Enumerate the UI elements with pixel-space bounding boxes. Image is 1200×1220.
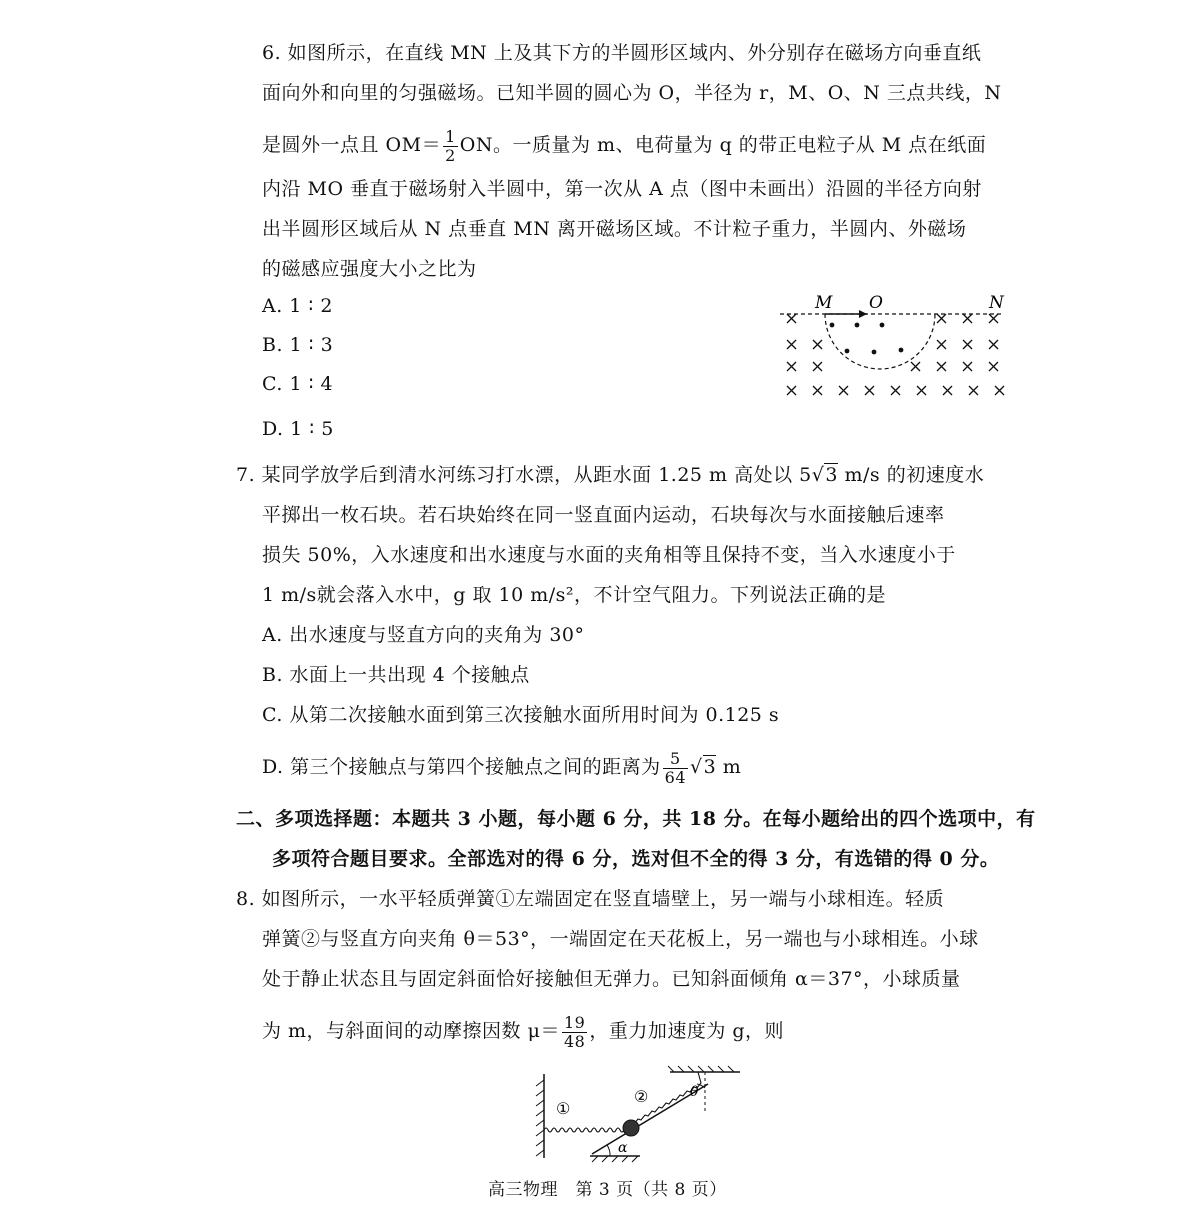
q6-frac-num: 1 [445,127,456,146]
q8-frac-num: 19 [563,1013,586,1032]
q7-option-a: A. 出水速度与竖直方向的夹角为 30° [262,624,585,646]
q6-label-m: M [815,293,833,313]
q6-line-3-post: ON。一质量为 m、电荷量为 q 的带正电粒子从 M 点在纸面 [459,134,987,157]
q8-ground-hatch [592,1156,638,1162]
q6-option-c: C. 1 ∶ 4 [262,373,334,395]
q8-label-theta: θ [690,1084,699,1100]
q6-line-5: 出半圆形区域后从 N 点垂直 MN 离开磁场区域。不计粒子重力，半圆内、外磁场 [262,218,967,240]
q7-line-1: 7. 某同学放学后到清水河练习打水漂，从距水面 1.25 m 高处以 5√3 m/s 的初速度水 [236,464,985,486]
q7-line-1-post: m/s 的初速度水 [837,464,985,486]
q8-line-2: 弹簧②与竖直方向夹角 θ＝53°，一端固定在天花板上，另一端也与小球相连。小球 [262,928,979,950]
q6-option-a: A. 1 ∶ 2 [262,295,334,317]
q8-line-3: 处于静止状态且与固定斜面恰好接触但无弹力。已知斜面倾角 α＝37°，小球质量 [262,968,961,990]
q8-alpha-arc [607,1145,610,1156]
q6-frac-den: 2 [445,145,456,165]
q8-line-4 [262,1014,784,1050]
section2-line-2: 多项符合题目要求。全部选对的得 6 分，选对但不全的得 3 分，有选错的得 0 分。 [272,848,1000,870]
q6-line-2: 面向外和向里的匀强磁场。已知半圆的圆心为 O，半径为 r，M、O、N 三点共线，N [262,82,1002,104]
q7-option-d-post: m [716,756,742,779]
q7-line-2: 平掷出一枚石块。若石块始终在同一竖直面内运动，石块每次与水面接触后速率 [262,504,945,526]
q8-line-4-pre: 为 m，与斜面间的动摩擦因数 μ＝ [262,1020,560,1043]
q8-frac-den: 48 [563,1031,586,1051]
q6-line-4: 内沿 MO 垂直于磁场射入半圆中，第一次从 A 点（图中未画出）沿圆的半径方向射 [262,178,982,200]
q7-frac-den: 64 [664,767,686,787]
q7-line-3: 损失 50%，入水速度和出水速度与水面的夹角相等且保持不变，当入水速度小于 [262,544,956,566]
q8-ceiling-hatch [668,1066,734,1072]
q6-crosses-outside [787,314,1004,395]
q7-option-d: D. 第三个接触点与第四个接触点之间的距离为 $\frac{5}{64}$ √3 m [262,749,742,787]
q7-line-4: 1 m/s就会落入水中，g 取 10 m/s²，不计空气阻力。下列说法正确的是 [262,584,887,606]
q8-label-alpha: α [618,1140,628,1156]
q7-option-b: B. 水面上一共出现 4 个接触点 [262,664,530,686]
q8-spring-incline-figure [530,1062,750,1172]
q6-label-n: N [989,293,1004,313]
q8-line-4-post: ，重力加速度为 g，则 [589,1020,785,1043]
q6-line-3-pre: 是圆外一点且 OM＝ [262,134,442,157]
q7-frac-num: 5 [663,750,688,769]
q8-label-spring-1: ① [556,1099,571,1118]
page-footer: 高三物理 第 3 页（共 8 页） [488,1180,727,1200]
q6-line-6: 的磁感应强度大小之比为 [262,258,477,280]
q8-fraction [562,1014,587,1050]
q7-line-1-pre: 7. 某同学放学后到清水河练习打水漂，从距水面 1.25 m 高处以 5 [236,464,812,486]
q8-ball [623,1120,639,1136]
q6-magnetic-field-figure [775,288,1020,403]
q6-line-1: 6. 如图所示，在直线 MN 上及其下方的半圆形区域内、外分别存在磁场方向垂直纸 [262,42,982,64]
section2-line-1: 二、多项选择题：本题共 3 小题，每小题 6 分，共 18 分。在每小题给出的四个选项中，有 [236,808,1036,830]
q6-semicircle-boundary [825,314,935,369]
q6-fraction [443,128,458,164]
q7-option-d-sqrt: 3 [703,756,717,779]
q7-option-d-pre: D. 第三个接触点与第四个接触点之间的距离为 [262,756,661,779]
q7-option-c: C. 从第二次接触水面到第三次接触水面所用时间为 0.125 s [262,704,780,726]
q8-line-1: 8. 如图所示，一水平轻质弹簧①左端固定在竖直墙壁上，另一端与小球相连。轻质 [236,888,945,910]
q6-arrow-head [859,310,867,318]
q6-label-o: O [869,293,883,313]
q6-option-b: B. 1 ∶ 3 [262,334,334,356]
q6-option-d: D. 1 ∶ 5 [262,418,334,440]
q7-line-1-sqrt: 3 [825,464,838,486]
q8-label-spring-2: ② [634,1087,649,1106]
q6-line-3 [262,128,986,164]
q8-wall-hatch [536,1080,544,1156]
q7-option-d-fraction [663,750,688,786]
q8-spring-1 [544,1128,628,1132]
q6-dots-inside [830,323,904,355]
